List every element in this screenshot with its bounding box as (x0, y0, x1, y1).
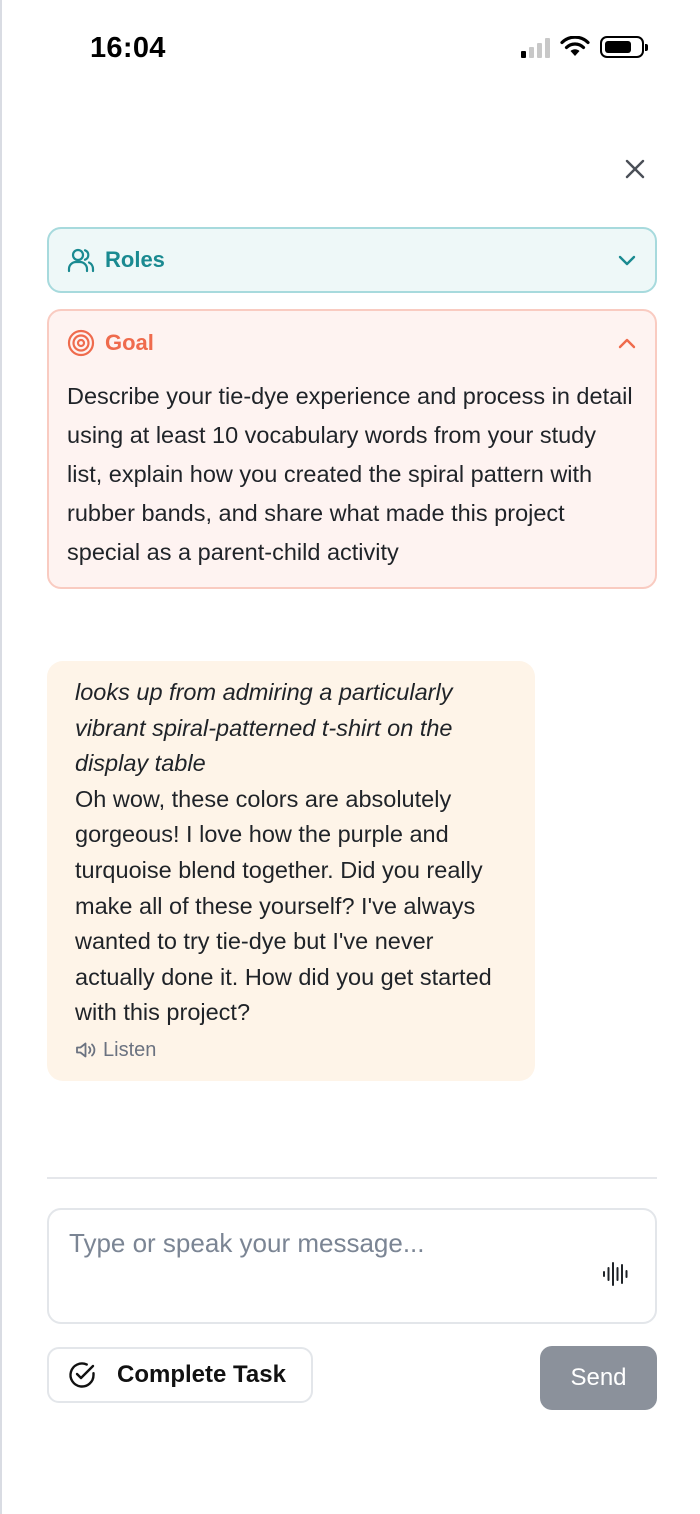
goal-panel (47, 309, 657, 589)
goal-panel-header[interactable] (67, 329, 637, 357)
speaker-icon (75, 1041, 97, 1059)
roles-label: Roles (105, 247, 165, 272)
message-action: looks up from admiring a particularly vibrant spiral-patterned t-shirt on the display table (75, 679, 453, 777)
signal-icon (521, 36, 550, 58)
status-icons (521, 36, 644, 58)
close-button[interactable] (620, 154, 650, 184)
target-icon (67, 329, 95, 357)
divider (47, 1177, 657, 1179)
roles-panel-header[interactable] (47, 227, 657, 293)
send-button[interactable]: Send (540, 1346, 657, 1410)
chevron-down-icon (617, 253, 637, 267)
voice-input-button[interactable] (601, 1261, 629, 1292)
message-composer (47, 1208, 657, 1324)
close-icon (624, 158, 646, 180)
message-text: Oh wow, these colors are absolutely gorgeous! I love how the purple and turquoise blend together. Did you really make all of these yourself? I've always wanted to try tie-dye but I've never actually done it. How did you get started with this project? (75, 785, 492, 1026)
check-circle-icon (67, 1360, 97, 1390)
listen-button[interactable] (75, 1039, 511, 1062)
status-time: 16:04 (90, 32, 166, 64)
goal-text: Describe your tie-dye experience and process in detail using at least 10 vocabulary words from your study list, explain how you created the spiral pattern with rubber bands, and share what made this project special as a parent-child activity (67, 383, 633, 565)
message-bubble (47, 661, 535, 1081)
wifi-icon (560, 36, 590, 58)
complete-task-label: Complete Task (117, 1361, 286, 1388)
complete-task-button[interactable] (47, 1347, 313, 1403)
users-icon (67, 247, 95, 273)
battery-icon (600, 36, 644, 58)
audio-wave-icon (601, 1261, 629, 1287)
goal-label: Goal (105, 330, 154, 355)
listen-label: Listen (103, 1038, 157, 1061)
message-input[interactable] (69, 1228, 589, 1288)
chevron-up-icon (617, 336, 637, 350)
